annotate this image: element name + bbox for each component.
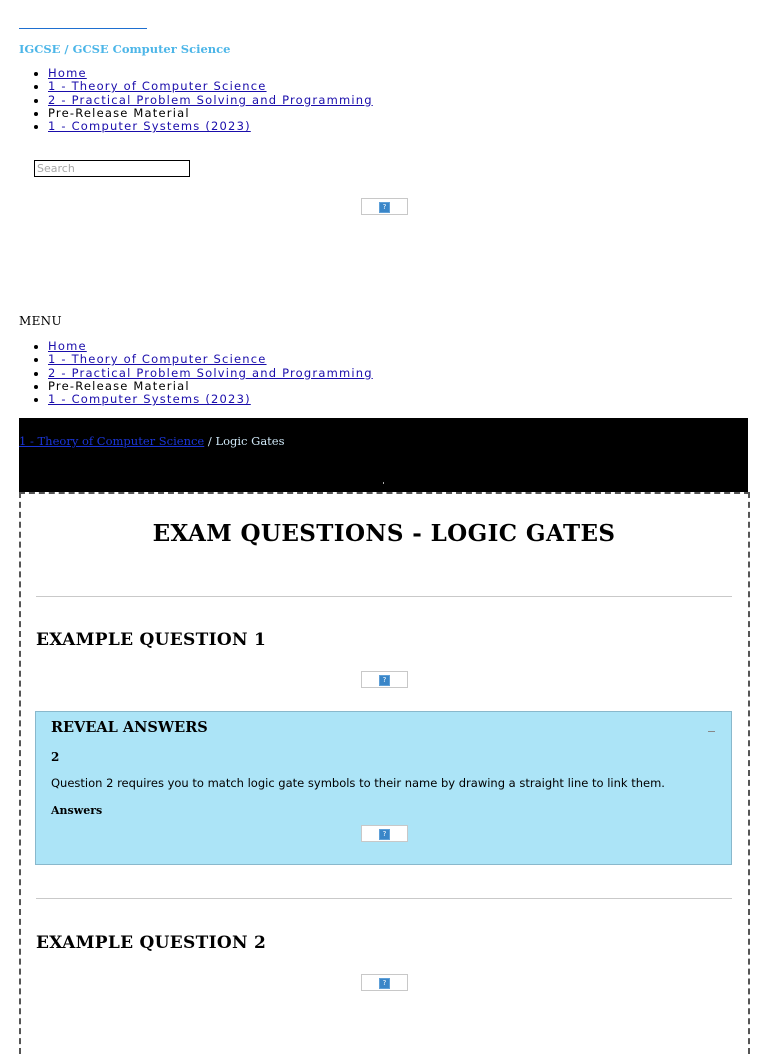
question-2-image-placeholder xyxy=(361,974,408,991)
page-title: EXAM QUESTIONS - LOGIC GATES xyxy=(152,520,616,547)
top-navigation xyxy=(28,67,373,133)
nav-item-prerelease xyxy=(48,107,373,120)
nav-label-prerelease: Pre-Release Material xyxy=(48,105,190,120)
broken-image-icon: ? xyxy=(379,829,390,840)
menu-navigation xyxy=(28,340,373,406)
menu-link-practical[interactable]: 2 - Practical Problem Solving and Programming xyxy=(48,365,373,380)
answer-description: Question 2 requires you to match logic gate symbols to their name by drawing a straight line to link them. xyxy=(51,776,665,790)
search-input[interactable]: Search xyxy=(34,160,190,177)
menu-label-prerelease: Pre-Release Material xyxy=(48,378,190,393)
question-heading-1: EXAMPLE QUESTION 1 xyxy=(36,630,267,650)
nav-link-theory[interactable]: 1 - Theory of Computer Science xyxy=(48,79,267,94)
menu-item-theory xyxy=(48,353,373,366)
menu-item-practical xyxy=(48,367,373,380)
header-divider xyxy=(19,28,147,29)
broken-image-icon: ? xyxy=(379,978,390,989)
section-divider xyxy=(36,596,732,597)
section-divider xyxy=(36,898,732,899)
menu-item-computer-systems xyxy=(48,393,373,406)
menu-item-prerelease xyxy=(48,380,373,393)
site-title[interactable]: IGCSE / GCSE Computer Science xyxy=(19,42,231,56)
answers-label: Answers xyxy=(51,804,103,817)
broken-image-icon: ? xyxy=(379,202,390,213)
broken-image-placeholder xyxy=(361,198,408,215)
question-heading-2: EXAMPLE QUESTION 2 xyxy=(36,933,267,953)
answer-question-number: 2 xyxy=(51,750,60,764)
nav-item-practical xyxy=(48,94,373,107)
menu-link-computer-systems[interactable]: 1 - Computer Systems (2023) xyxy=(48,392,251,407)
nav-link-practical[interactable]: 2 - Practical Problem Solving and Programming xyxy=(48,92,373,107)
question-1-image-placeholder xyxy=(361,671,408,688)
breadcrumb-parent-link[interactable]: 1 - Theory of Computer Science xyxy=(19,434,205,448)
nav-item-theory xyxy=(48,80,373,93)
breadcrumb xyxy=(19,434,285,448)
decorative-dot xyxy=(383,482,384,484)
menu-link-home[interactable]: Home xyxy=(48,339,87,353)
broken-image-icon: ? xyxy=(379,675,390,686)
reveal-answers-title[interactable]: REVEAL ANSWERS xyxy=(51,719,208,736)
nav-link-computer-systems[interactable]: 1 - Computer Systems (2023) xyxy=(48,119,251,134)
nav-link-home[interactable]: Home xyxy=(48,66,87,80)
menu-item-home xyxy=(48,340,373,353)
collapse-icon[interactable] xyxy=(708,731,715,732)
breadcrumb-current: Logic Gates xyxy=(215,434,285,448)
menu-toggle[interactable]: MENU xyxy=(19,314,62,328)
menu-link-theory[interactable]: 1 - Theory of Computer Science xyxy=(48,352,267,367)
breadcrumb-banner xyxy=(19,418,748,492)
breadcrumb-separator: / xyxy=(204,434,216,448)
nav-item-home xyxy=(48,67,373,80)
answer-image-placeholder xyxy=(361,825,408,842)
reveal-answers-panel[interactable] xyxy=(35,711,732,865)
nav-item-computer-systems xyxy=(48,120,373,133)
